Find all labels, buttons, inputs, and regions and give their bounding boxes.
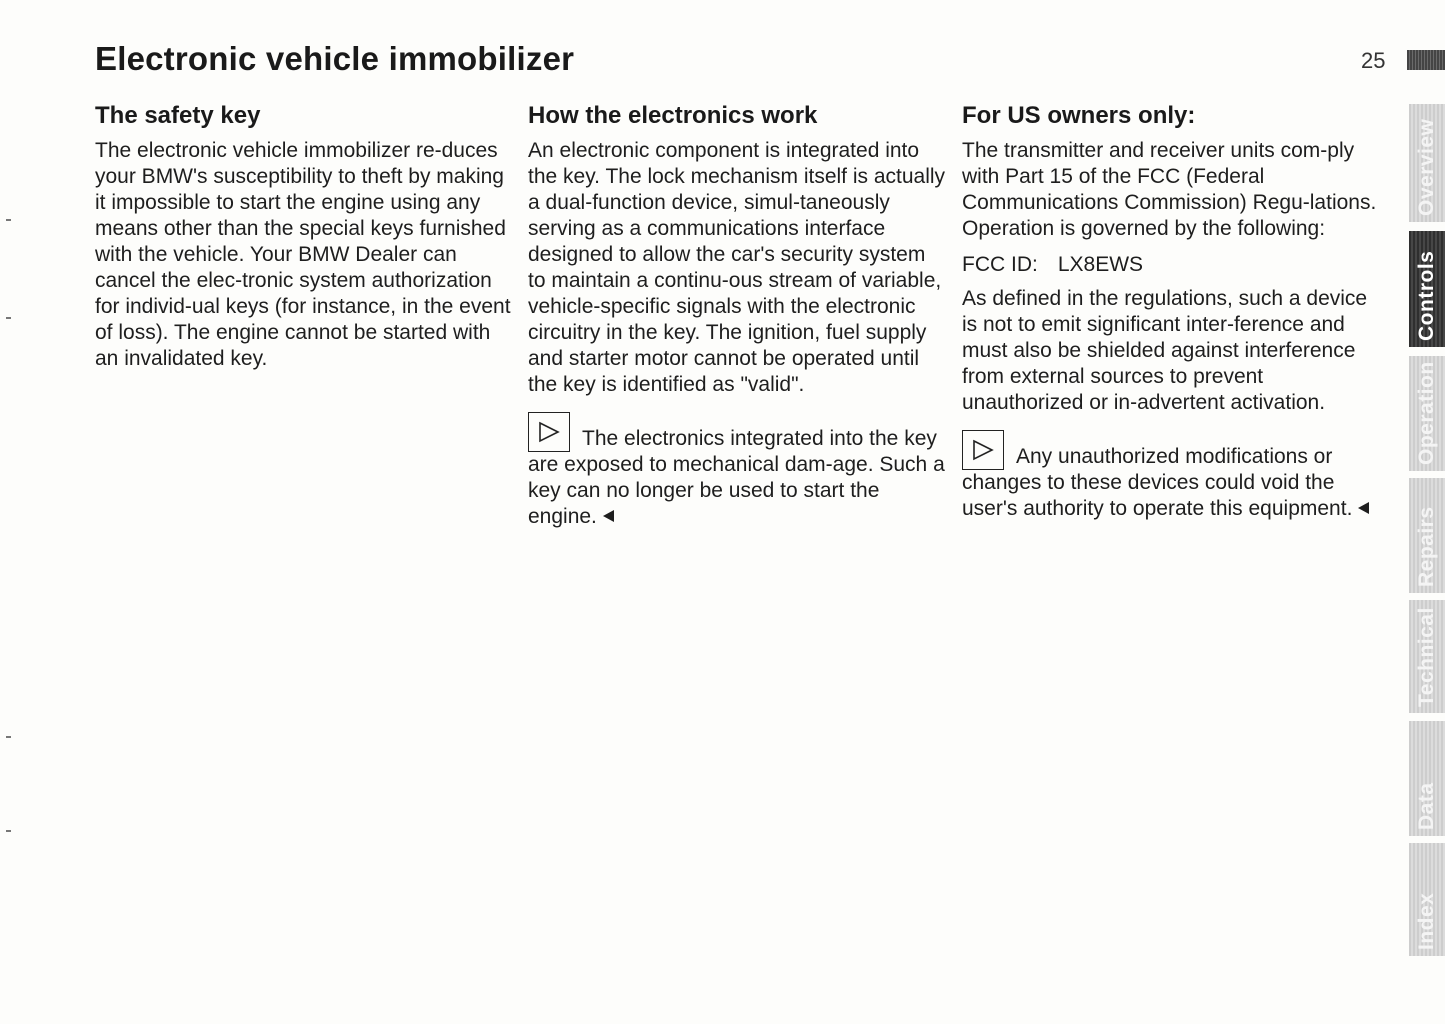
page-number: 25 <box>1361 48 1386 73</box>
tab-label: Technical <box>1415 607 1438 707</box>
body-paragraph: The electronic vehicle immobilizer re-duces your BMW's susceptibility to theft by making it impossible to start the engine using any means other than the special keys furnished with the vehicle. Your BMW Dealer can cancel the elec-tronic system authorization for individ-ual keys (for instance, in the event of loss). The engine cannot be started with an invalidated key. <box>95 139 511 370</box>
tab-label: Controls <box>1415 250 1438 341</box>
tab-label: Operation <box>1415 361 1438 465</box>
body-paragraph: As defined in the regulations, such a device is not to emit significant inter-ference and must also be shielded against interference from external sources to prevent unauthorized or in-advertent activation. <box>962 287 1368 414</box>
note-triangle-icon <box>528 412 570 452</box>
fcc-id-label: FCC ID: <box>962 253 1038 276</box>
tab-data[interactable] <box>1409 721 1445 836</box>
tab-operation[interactable] <box>1409 356 1445 471</box>
note-block <box>528 412 948 530</box>
tab-repairs[interactable] <box>1409 478 1445 593</box>
fcc-id-line <box>962 252 1382 278</box>
margin-tick <box>6 219 11 221</box>
section-electronics <box>528 100 948 530</box>
tab-technical[interactable] <box>1409 600 1445 713</box>
section-safety-key <box>95 100 515 372</box>
note-text: Any unauthorized modifications or changes to these devices could void the user's authority to operate this equipment. <box>962 445 1353 520</box>
section-heading: The safety key <box>95 102 261 129</box>
note-triangle-icon <box>962 430 1004 470</box>
page-corner-marker <box>1407 50 1445 70</box>
margin-tick <box>6 317 11 319</box>
end-of-section-icon <box>603 510 614 522</box>
section-heading: How the electronics work <box>528 102 818 129</box>
tab-label: Overview <box>1415 118 1438 216</box>
tab-index[interactable] <box>1409 843 1445 956</box>
section-heading: For US owners only: <box>962 102 1196 129</box>
note-text: The electronics integrated into the key are exposed to mechanical dam-age. Such a key can no longer be used to start the engine. <box>528 427 945 528</box>
tab-label: Index <box>1415 892 1438 950</box>
end-of-section-icon <box>1358 502 1369 514</box>
margin-tick <box>6 830 11 832</box>
margin-tick <box>6 736 11 738</box>
tab-overview[interactable] <box>1409 104 1445 222</box>
fcc-id-value: LX8EWS <box>1057 253 1144 276</box>
tab-label: Repairs <box>1415 506 1438 587</box>
tab-label: Data <box>1415 782 1438 830</box>
page-title: Electronic vehicle immobilizer <box>95 40 575 77</box>
section-us-owners <box>962 100 1382 522</box>
body-paragraph: An electronic component is integrated into the key. The lock mechanism itself is actually a dual-function device, simul-taneously serving as a communications interface designed to allow the car's security system to maintain a continu-ous stream of variable, vehicle-specific signals with the electronic circuitry in the key. The ignition, fuel supply and starter motor cannot be operated until the key is identified as "valid". <box>528 139 946 396</box>
body-paragraph: The transmitter and receiver units com-ply with Part 15 of the FCC (Federal Communications Commission) Regu-lations. Operation is governed by the following: <box>962 139 1377 240</box>
tab-controls[interactable] <box>1409 231 1445 347</box>
note-block <box>962 430 1382 522</box>
